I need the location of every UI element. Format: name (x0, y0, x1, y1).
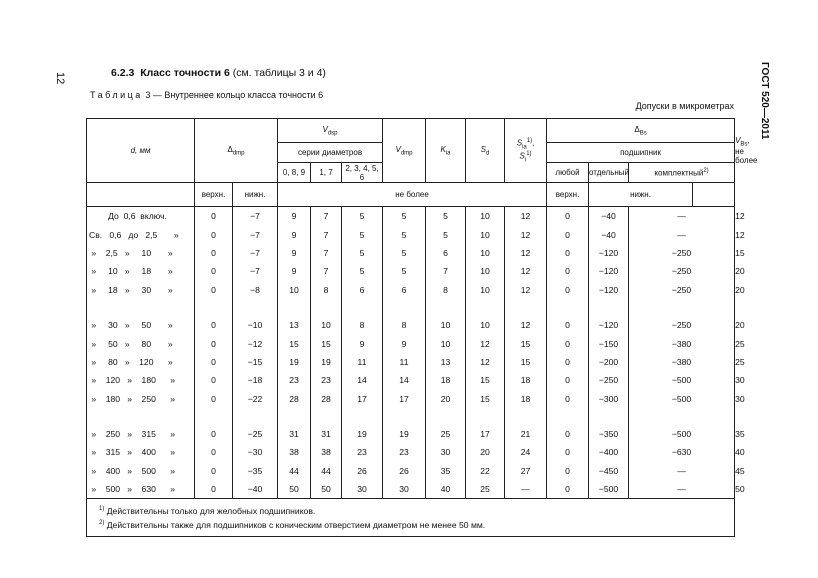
spacer-cell (383, 408, 426, 425)
spacer-cell (87, 299, 195, 316)
row-diameter-range: » 2,5 » 10 » (87, 244, 195, 262)
row-cell: 17 (383, 390, 426, 408)
header-s-ia-s-i: $S_{ia}^{1)}$, $S_i^{1)}$ (505, 119, 547, 183)
header-k-ia: $K_{ia}$ (426, 119, 466, 183)
row-cell: 10 (466, 316, 505, 334)
row-cell: — (629, 480, 735, 499)
row-cell: 18 (426, 371, 466, 389)
header-bearing: подшипник (547, 143, 735, 163)
spacer-cell (466, 408, 505, 425)
row-cell: 10 (466, 281, 505, 299)
row-cell: 9 (278, 244, 311, 262)
page-number: 12 (54, 72, 66, 85)
row-cell: 8 (342, 316, 383, 334)
table-row: » 400 » 500 » 0 −35 44 44 26 26 35 22 27 0 −450 — 45 (87, 462, 735, 480)
row-cell: −350 (589, 425, 629, 443)
section-number: 6.2.3 (111, 67, 135, 79)
row-cell: 28 (278, 390, 311, 408)
row-diameter-range: » 80 » 120 » (87, 353, 195, 371)
spacer-cell (629, 408, 735, 425)
row-cell: 14 (383, 371, 426, 389)
row-cell: 9 (342, 334, 383, 352)
table-body (87, 207, 745, 537)
row-diameter-range: До 0,6 включ. (87, 207, 195, 226)
spacer-cell (629, 299, 735, 316)
row-cell: 0 (195, 244, 233, 262)
footnote (99, 503, 724, 517)
row-cell: −450 (589, 462, 629, 480)
row-cell: 17 (342, 390, 383, 408)
row-cell: 12 (466, 353, 505, 371)
row-cell: 0 (195, 425, 233, 443)
row-cell: 0 (547, 244, 589, 262)
header-d: d, мм (87, 119, 195, 183)
row-diameter-range: » 400 » 500 » (87, 462, 195, 480)
row-cell: 12 (505, 244, 547, 262)
row-cell: 50 (311, 480, 342, 499)
row-cell: −15 (233, 353, 278, 371)
row-cell: 5 (383, 244, 426, 262)
row-cell: 15 (278, 334, 311, 352)
row-cell: 38 (311, 443, 342, 461)
row-cell: 22 (466, 462, 505, 480)
header-upper: верхн. (195, 183, 233, 207)
row-diameter-range: » 250 » 315 » (87, 425, 195, 443)
header-lower-2: нижн. (589, 183, 693, 207)
row-cell: −40 (589, 225, 629, 243)
row-cell: 7 (311, 225, 342, 243)
spacer-cell (547, 408, 589, 425)
row-cell: −8 (233, 281, 278, 299)
spacer-cell (505, 299, 547, 316)
row-cell: 25 (426, 425, 466, 443)
row-cell: −380 (629, 353, 735, 371)
row-cell: 13 (426, 353, 466, 371)
row-diameter-range: » 500 » 630 » (87, 480, 195, 499)
row-cell: 5 (383, 207, 426, 226)
spacer-cell (87, 408, 195, 425)
row-cell: 31 (278, 425, 311, 443)
row-cell: 12 (505, 262, 547, 280)
header-lower: нижн. (233, 183, 278, 207)
row-cell: 15 (311, 334, 342, 352)
header-any: любой (547, 163, 589, 183)
row-cell: 14 (342, 371, 383, 389)
standard-code: ГОСТ 520—2011 (759, 62, 770, 140)
footnote-mark: 1) (99, 506, 105, 513)
table-caption-text: 3 — Внутреннее кольцо класса точности 6 (145, 90, 324, 100)
table-row: » 500 » 630 » 0 −40 50 50 30 30 40 25 — 0 −500 — 50 (87, 480, 735, 499)
row-cell: 15 (505, 353, 547, 371)
row-cell: −500 (629, 425, 735, 443)
row-cell: 5 (342, 244, 383, 262)
row-cell: 31 (311, 425, 342, 443)
row-cell: 8 (383, 316, 426, 334)
row-cell: 7 (311, 262, 342, 280)
row-cell: −400 (589, 443, 629, 461)
footnotes-row (87, 499, 735, 537)
table-row: Св. 0,6 до 2,5 » 0 −7 9 7 5 5 5 10 12 0 −40 — 12 (87, 225, 735, 243)
row-cell: 10 (278, 281, 311, 299)
row-diameter-range: » 30 » 50 » (87, 316, 195, 334)
header-series-2: 1, 7 (311, 163, 342, 183)
row-cell: 17 (466, 425, 505, 443)
tolerance-table: d, мм $\Delta_{dmp}$ $V_{dsp}$ $V_{dmp}$ $K_{ia}$ $S_d$ $S_{ia}^{1)}$, $S_i^{1)}$ $\Delta_{Bs}$ $V_{Bs}$, не более серии диаметров подшипник 0, 8, 9 1, 7 2, 3, 4, 5, 6 любой отдельный комплектный$^{2)}$ верхн. нижн. не более верхн. нижн. До 0,6 включ. 0 −7 9 7 5 5 5 10 12 0 −40 — 12 Св. 0,6 до 2,5 » 0 −7 9 7 5 5 5 10 12 0 −40 — 12 » 2,5 » 10 » 0 −7 9 7 5 5 6 10 12 0 −120 −250 15 » 10 » 18 » 0 −7 9 7 5 5 7 10 12 0 −120 −250 20 » 18 » 30 » 0 −8 10 8 6 6 8 10 12 0 −120 −250 20 » 30 » 50 » 0 −10 13 10 8 8 10 10 12 0 −120 −250 20 » 50 » 80 » 0 −12 15 15 9 9 10 12 15 0 −150 −380 25 » 80 » 120 » 0 −15 19 19 11 11 13 12 15 0 −200 −380 25 » 120 » 180 » 0 −18 23 23 14 14 18 15 18 0 −250 −500 30 » 180 » 250 » 0 −22 28 28 17 17 20 15 18 0 −300 −500 30 » 250 » 315 » 0 −25 31 31 19 19 25 17 21 0 −350 −500 35 » 315 » 400 » 0 −30 38 38 23 23 30 20 24 0 −400 −630 40 » 400 » 500 » 0 −35 44 44 26 26 35 22 27 0 −450 — 45 » 500 » 630 » 0 −40 50 50 30 30 40 25 — 0 −500 — 50 $^{1)}$ Действительны только для желобных подшипников. $^{2)}$ Действительны также для подшипников с коническим отверстием диаметром не менее 50 мм. (86, 118, 735, 537)
spacer-cell (278, 299, 311, 316)
row-cell: 5 (383, 262, 426, 280)
row-cell: — (629, 225, 735, 243)
row-cell: 50 (278, 480, 311, 499)
row-cell: 12 (505, 207, 547, 226)
row-cell: 10 (466, 244, 505, 262)
row-diameter-range: » 10 » 18 » (87, 262, 195, 280)
spacer-cell (466, 299, 505, 316)
row-cell: 12 (505, 225, 547, 243)
row-cell: −380 (629, 334, 735, 352)
row-cell: −250 (629, 281, 735, 299)
spacer-cell (505, 408, 547, 425)
row-cell: 11 (342, 353, 383, 371)
table-row: » 30 » 50 » 0 −10 13 10 8 8 10 10 12 0 −120 −250 20 (87, 316, 735, 334)
row-cell: −500 (589, 480, 629, 499)
row-cell: −500 (629, 371, 735, 389)
table-caption (90, 90, 323, 100)
row-cell: 20 (426, 390, 466, 408)
row-cell: 15 (466, 390, 505, 408)
row-diameter-range: » 180 » 250 » (87, 390, 195, 408)
spacer-cell (311, 299, 342, 316)
row-cell: 10 (311, 316, 342, 334)
table-row: » 2,5 » 10 » 0 −7 9 7 5 5 6 10 12 0 −120 −250 15 (87, 244, 735, 262)
row-cell: −250 (629, 262, 735, 280)
header-set: комплектный$^{2)}$ (629, 163, 735, 183)
row-cell: 44 (311, 462, 342, 480)
row-cell: 5 (342, 262, 383, 280)
row-cell: 0 (195, 353, 233, 371)
spacer-cell (547, 299, 589, 316)
row-cell: 5 (426, 207, 466, 226)
row-cell: 19 (311, 353, 342, 371)
row-cell: 20 (466, 443, 505, 461)
row-cell: 11 (383, 353, 426, 371)
table-row: » 18 » 30 » 0 −8 10 8 6 6 8 10 12 0 −120 −250 20 (87, 281, 735, 299)
row-cell: 6 (383, 281, 426, 299)
row-cell: −7 (233, 225, 278, 243)
row-cell: −500 (629, 390, 735, 408)
row-cell: 6 (426, 244, 466, 262)
row-cell: −25 (233, 425, 278, 443)
row-cell: −250 (629, 316, 735, 334)
row-cell: 0 (547, 334, 589, 352)
row-cell: 0 (547, 353, 589, 371)
row-cell: 0 (547, 443, 589, 461)
row-cell: 0 (547, 262, 589, 280)
row-cell: 0 (547, 425, 589, 443)
units-note: Допуски в микрометрах (635, 101, 734, 111)
header-blank-2 (693, 183, 735, 207)
header-v-dmp: $V_{dmp}$ (383, 119, 426, 183)
row-cell: 5 (426, 225, 466, 243)
row-diameter-range: » 120 » 180 » (87, 371, 195, 389)
spacer-cell (383, 299, 426, 316)
spacer-cell (589, 299, 629, 316)
table-row: » 250 » 315 » 0 −25 31 31 19 19 25 17 21 0 −350 −500 35 (87, 425, 735, 443)
row-cell: 18 (505, 390, 547, 408)
table-row: » 50 » 80 » 0 −12 15 15 9 9 10 12 15 0 −150 −380 25 (87, 334, 735, 352)
row-cell: 7 (426, 262, 466, 280)
section-title: Класс точности 6 (140, 67, 230, 79)
row-cell: 24 (505, 443, 547, 461)
row-cell: 7 (311, 207, 342, 226)
row-cell: 19 (278, 353, 311, 371)
table-row: » 10 » 18 » 0 −7 9 7 5 5 7 10 12 0 −120 −250 20 (87, 262, 735, 280)
row-cell: 0 (195, 207, 233, 226)
row-diameter-range: » 18 » 30 » (87, 281, 195, 299)
row-cell: −7 (233, 244, 278, 262)
row-cell: −200 (589, 353, 629, 371)
table-row: » 120 » 180 » 0 −18 23 23 14 14 18 15 18 0 −250 −500 30 (87, 371, 735, 389)
row-cell: 6 (342, 281, 383, 299)
row-cell: 0 (195, 281, 233, 299)
row-cell: −10 (233, 316, 278, 334)
row-cell: 0 (547, 316, 589, 334)
row-cell: 10 (426, 334, 466, 352)
spacer-cell (195, 408, 233, 425)
spacer-cell (278, 408, 311, 425)
row-cell: 9 (278, 225, 311, 243)
row-cell: −120 (589, 316, 629, 334)
row-cell: 13 (278, 316, 311, 334)
row-cell: 0 (195, 390, 233, 408)
row-cell: 0 (547, 281, 589, 299)
row-cell: 0 (195, 225, 233, 243)
row-cell: 15 (466, 371, 505, 389)
row-cell: 35 (426, 462, 466, 480)
row-cell: −150 (589, 334, 629, 352)
row-diameter-range: » 315 » 400 » (87, 443, 195, 461)
spacer-cell (426, 299, 466, 316)
row-cell: 12 (466, 334, 505, 352)
row-cell: 19 (342, 425, 383, 443)
row-cell: 0 (547, 462, 589, 480)
row-cell: −300 (589, 390, 629, 408)
header-series-3: 2, 3, 4, 5, 6 (342, 163, 383, 183)
row-cell: 9 (383, 334, 426, 352)
row-cell: −35 (233, 462, 278, 480)
row-cell: 0 (195, 371, 233, 389)
footnote-mark: 2) (99, 520, 105, 527)
row-cell: 30 (342, 480, 383, 499)
row-cell: 27 (505, 462, 547, 480)
row-cell: −40 (233, 480, 278, 499)
row-cell: 7 (311, 244, 342, 262)
row-cell: −630 (629, 443, 735, 461)
row-cell: 0 (195, 480, 233, 499)
table-row: » 80 » 120 » 0 −15 19 19 11 11 13 12 15 0 −200 −380 25 (87, 353, 735, 371)
row-cell: 15 (505, 334, 547, 352)
row-cell: 23 (278, 371, 311, 389)
row-cell: 0 (547, 225, 589, 243)
spacer-cell (233, 299, 278, 316)
row-cell: 18 (505, 371, 547, 389)
row-cell: 44 (278, 462, 311, 480)
row-cell: 40 (426, 480, 466, 499)
header-not-more: не более (278, 183, 547, 207)
row-cell: 23 (311, 371, 342, 389)
row-cell: 12 (505, 316, 547, 334)
row-cell: 19 (383, 425, 426, 443)
header-delta-dmp: $\Delta_{dmp}$ (195, 119, 278, 183)
row-cell: −30 (233, 443, 278, 461)
row-cell: 9 (278, 262, 311, 280)
header-v-dsp: $V_{dsp}$ (278, 119, 383, 143)
row-cell: 25 (466, 480, 505, 499)
row-cell: −250 (629, 244, 735, 262)
row-spacer (87, 299, 735, 316)
footnote-text: Действительны только для желобных подшипников. (106, 506, 316, 517)
spacer-cell (426, 408, 466, 425)
section-heading (111, 67, 326, 79)
row-cell: −7 (233, 262, 278, 280)
row-cell: 0 (195, 334, 233, 352)
header-series: серии диаметров (278, 143, 383, 163)
row-cell: −18 (233, 371, 278, 389)
row-cell: 0 (195, 462, 233, 480)
row-cell: 21 (505, 425, 547, 443)
row-cell: 9 (278, 207, 311, 226)
row-cell: 0 (547, 207, 589, 226)
header-s-d: $S_d$ (466, 119, 505, 183)
row-cell: 0 (195, 262, 233, 280)
row-cell: 26 (383, 462, 426, 480)
row-cell: −120 (589, 262, 629, 280)
row-cell: — (629, 462, 735, 480)
row-cell: 10 (466, 225, 505, 243)
row-cell: 30 (426, 443, 466, 461)
row-cell: −7 (233, 207, 278, 226)
row-cell: 28 (311, 390, 342, 408)
table-caption-word: Таблица (90, 90, 143, 100)
spacer-cell (589, 408, 629, 425)
row-cell: 38 (278, 443, 311, 461)
row-cell: 12 (505, 281, 547, 299)
row-cell: 5 (342, 225, 383, 243)
row-cell: 8 (311, 281, 342, 299)
row-cell: 26 (342, 462, 383, 480)
header-single: отдельный (589, 163, 629, 183)
row-cell: −120 (589, 244, 629, 262)
table-row: » 315 » 400 » 0 −30 38 38 23 23 30 20 24 0 −400 −630 40 (87, 443, 735, 461)
row-cell: 10 (466, 207, 505, 226)
row-cell: 0 (195, 443, 233, 461)
row-cell: −12 (233, 334, 278, 352)
row-cell: 23 (342, 443, 383, 461)
row-cell: 0 (547, 371, 589, 389)
row-cell: −120 (589, 281, 629, 299)
row-diameter-range: Св. 0,6 до 2,5 » (87, 225, 195, 243)
row-cell: −250 (589, 371, 629, 389)
row-cell: 10 (466, 262, 505, 280)
table-row: » 180 » 250 » 0 −22 28 28 17 17 20 15 18 0 −300 −500 30 (87, 390, 735, 408)
header-delta-bs: $\Delta_{Bs}$ (547, 119, 735, 143)
row-cell: 10 (426, 316, 466, 334)
row-cell: 5 (342, 207, 383, 226)
spacer-cell (311, 408, 342, 425)
header-upper-2: верхн. (547, 183, 589, 207)
row-cell: — (505, 480, 547, 499)
row-cell: — (629, 207, 735, 226)
spacer-cell (233, 408, 278, 425)
row-cell: 5 (383, 225, 426, 243)
footnotes (87, 499, 735, 537)
row-diameter-range: » 50 » 80 » (87, 334, 195, 352)
row-cell: 30 (383, 480, 426, 499)
row-spacer (87, 408, 735, 425)
row-cell: −22 (233, 390, 278, 408)
table-row: До 0,6 включ. 0 −7 9 7 5 5 5 10 12 0 −40 — 12 (87, 207, 735, 226)
row-cell: −40 (589, 207, 629, 226)
header-blank (87, 183, 195, 207)
row-cell: 0 (547, 480, 589, 499)
header-series-1: 0, 8, 9 (278, 163, 311, 183)
footnote-text: Действительны также для подшипников с коническим отверстием диаметром не менее 50 мм. (106, 520, 486, 531)
row-cell: 0 (195, 316, 233, 334)
spacer-cell (195, 299, 233, 316)
row-cell: 0 (547, 390, 589, 408)
spacer-cell (342, 299, 383, 316)
section-reference: (см. таблицы 3 и 4) (232, 67, 326, 79)
spacer-cell (342, 408, 383, 425)
row-cell: 8 (426, 281, 466, 299)
row-cell: 23 (383, 443, 426, 461)
footnote (99, 517, 724, 531)
